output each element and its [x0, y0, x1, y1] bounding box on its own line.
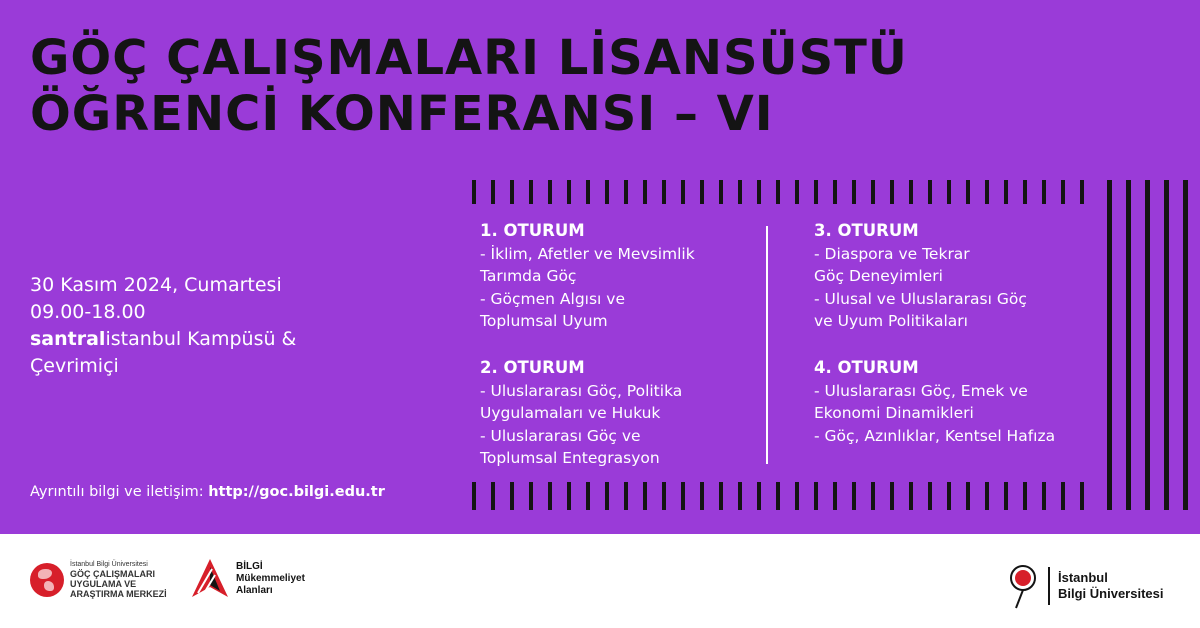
- event-info: [30, 272, 296, 380]
- university-seal-icon: [1008, 562, 1038, 610]
- bottom-stripe-bars: [472, 482, 1099, 510]
- event-venue: [30, 326, 296, 353]
- session-line: - İklim, Afetler ve Mevsimlik: [480, 244, 695, 263]
- session-line: - Göçmen Algısı ve: [480, 289, 625, 308]
- contact-label: Ayrıntılı bilgi ve iletişim:: [30, 484, 209, 500]
- session-heading: 1. OTURUM: [480, 221, 585, 240]
- event-date: 30 Kasım 2024, Cumartesi: [30, 274, 282, 296]
- session-line: Tarımda Göç: [480, 267, 577, 285]
- session-heading: 4. OTURUM: [814, 358, 919, 377]
- venue-bold: santral: [30, 328, 106, 350]
- right-stripe-bars: [1107, 180, 1200, 510]
- session-heading: 3. OTURUM: [814, 221, 919, 240]
- logo-separator: [1048, 567, 1050, 605]
- contact-url[interactable]: http://goc.bilgi.edu.tr: [208, 484, 385, 500]
- event-mode: Çevrimiçi: [30, 355, 119, 377]
- session-line: Uygulamaları ve Hukuk: [480, 404, 661, 422]
- session-line: - Uluslararası Göç ve: [480, 426, 641, 445]
- logo-line: BİLGİ: [236, 561, 263, 572]
- title-line-1: GÖÇ ÇALIŞMALARI LİSANSÜSTÜ: [30, 30, 908, 86]
- session-line: - Uluslararası Göç, Emek ve: [814, 381, 1028, 400]
- session-1: [480, 220, 695, 333]
- logo-line: Alanları: [236, 585, 273, 596]
- session-line: Toplumsal Entegrasyon: [480, 449, 660, 467]
- top-stripe-bars: [472, 180, 1099, 204]
- session-line: - Uluslararası Göç, Politika: [480, 381, 683, 400]
- venue-rest: istanbul Kampüsü &: [105, 328, 297, 350]
- session-line: Ekonomi Dinamikleri: [814, 404, 974, 422]
- logo-line: UYGULAMA VE: [70, 579, 137, 589]
- logo-line: Bilgi Üniversitesi: [1058, 586, 1164, 601]
- session-line: Toplumsal Uyum: [480, 312, 608, 330]
- logo-line: GÖÇ ÇALIŞMALARI: [70, 569, 155, 579]
- logo-line: ARAŞTIRMA MERKEZİ: [70, 589, 167, 599]
- excellence-logo[interactable]: [190, 557, 305, 601]
- logo-university-small: İstanbul Bilgi Üniversitesi: [70, 561, 148, 568]
- session-line: Göç Deneyimleri: [814, 267, 943, 285]
- session-2: [480, 357, 682, 470]
- arrow-logo-icon: [190, 557, 230, 601]
- event-time: 09.00-18.00: [30, 301, 146, 323]
- logo-line: İstanbul: [1058, 570, 1108, 585]
- session-line: - Göç, Azınlıklar, Kentsel Hafıza: [814, 426, 1056, 445]
- session-divider: [766, 226, 768, 464]
- session-3: [814, 220, 1027, 333]
- conference-title: [30, 30, 908, 142]
- globe-icon: [30, 563, 64, 597]
- session-line: - Diaspora ve Tekrar: [814, 244, 970, 263]
- logo-line: Mükemmeliyet: [236, 573, 305, 584]
- university-logo[interactable]: [1008, 562, 1163, 610]
- session-heading: 2. OTURUM: [480, 358, 585, 377]
- title-line-2: ÖĞRENCİ KONFERANSI – VI: [30, 86, 774, 142]
- session-line: ve Uyum Politikaları: [814, 312, 968, 330]
- session-4: [814, 357, 1055, 447]
- research-center-logo[interactable]: [30, 560, 167, 599]
- session-line: - Ulusal ve Uluslararası Göç: [814, 289, 1027, 308]
- contact-line: [30, 484, 385, 500]
